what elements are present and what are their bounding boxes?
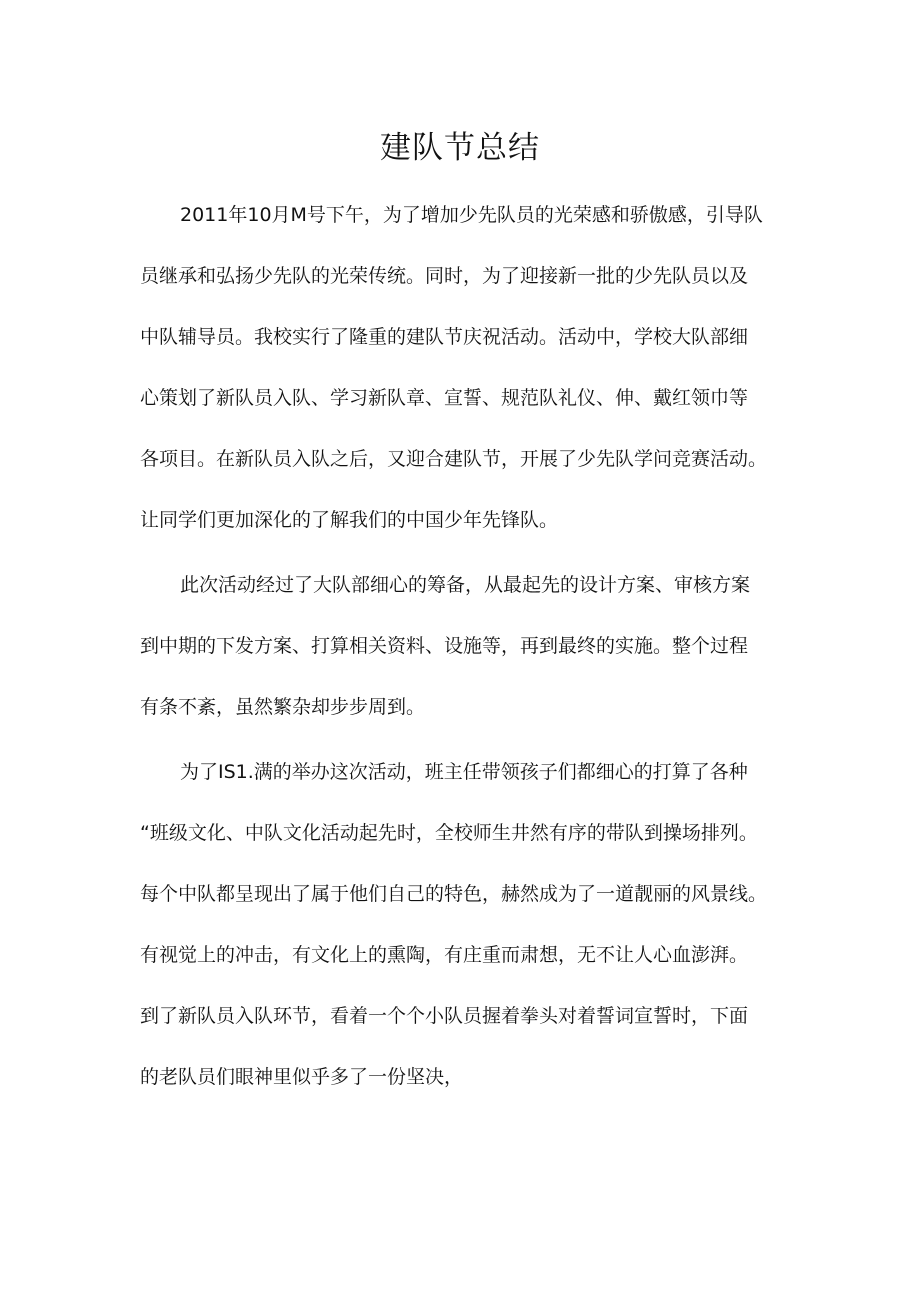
body-line: 2011年10月M号下午，为了增加少先队员的光荣感和骄傲感，引导队 (180, 204, 763, 226)
body-line: 中队辅导员。我校实行了隆重的建队节庆祝活动。活动中，学校大队部细 (140, 326, 749, 348)
body-line: “班级文化、中队文化活动起先时，全校师生井然有序的带队到操场排列。 (140, 822, 758, 844)
document-title: 建队节总结 (380, 130, 540, 166)
body-line: 心策划了新队员入队、学习新队章、宣誓、规范队礼仪、伸、戴红领巾等 (140, 387, 749, 409)
body-line: 此次活动经过了大队部细心的筹备，从最起先的设计方案、审核方案 (180, 574, 751, 596)
body-line: 到中期的下发方案、打算相关资料、设施等，再到最终的实施。整个过程 (140, 635, 749, 657)
body-line: 到了新队员入队环节，看着一个个小队员握着拳头对着誓词宣誓时，下面 (140, 1005, 749, 1027)
body-line: 每个中队都呈现出了属于他们自己的特色，赫然成为了一道靓丽的风景线。 (140, 883, 768, 905)
body-line: 有视觉上的冲击，有文化上的熏陶，有庄重而肃想，无不让人心血澎湃。 (140, 944, 749, 966)
body-line: 有条不紊，虽然繁杂却步步周到。 (140, 696, 426, 718)
body-line: 各项目。在新队员入队之后，又迎合建队节，开展了少先队学问竞赛活动。 (140, 448, 768, 470)
body-line: 员继承和弘扬少先队的光荣传统。同时，为了迎接新一批的少先队员以及 (140, 265, 749, 287)
body-line: 的老队员们眼神里似乎多了一份坚决， (140, 1066, 464, 1088)
body-line: 让同学们更加深化的了解我们的中国少年先锋队。 (140, 509, 559, 531)
body-line: 为了IS1.满的举办这次活动，班主任带领孩子们都细心的打算了各种 (180, 761, 748, 783)
